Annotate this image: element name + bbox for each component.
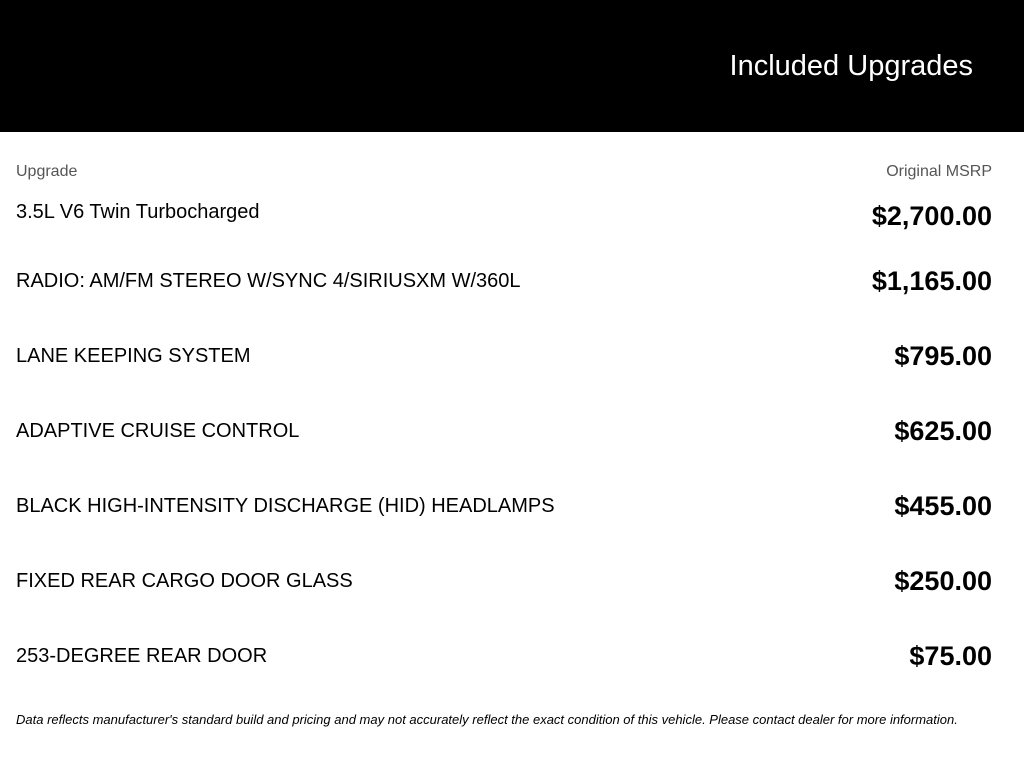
upgrade-price: $455.00 [894,491,992,521]
upgrade-price: $795.00 [894,341,992,371]
upgrade-name: LANE KEEPING SYSTEM [16,345,251,367]
column-header-msrp: Original MSRP [886,163,992,180]
upgrade-row [16,469,992,544]
upgrade-price: $250.00 [894,566,992,596]
upgrade-row [16,394,992,469]
upgrade-row [16,244,992,319]
upgrade-row [16,191,992,244]
upgrade-name: ADAPTIVE CRUISE CONTROL [16,420,300,442]
upgrade-list [16,191,992,694]
upgrade-name: 253-DEGREE REAR DOOR [16,645,268,667]
upgrade-name: BLACK HIGH-INTENSITY DISCHARGE (HID) HEADLAMPS [16,495,555,517]
upgrade-price: $625.00 [894,416,992,446]
upgrade-name: RADIO: AM/FM STEREO W/SYNC 4/SIRIUSXM W/360L [16,270,521,292]
upgrade-price: $1,165.00 [871,266,992,296]
disclaimer-text: Data reflects manufacturer's standard build and pricing and may not accurately reflect the exact condition of this vehicle. Please contact dealer for more information. [16,712,958,727]
upgrade-name: 3.5L V6 Twin Turbocharged [16,201,260,223]
upgrade-row [16,619,992,694]
page-title: Included Upgrades [729,50,973,82]
upgrade-row [16,544,992,619]
column-header-upgrade: Upgrade [16,163,78,180]
upgrades-table [0,153,1024,694]
column-headers [16,153,992,191]
header-banner [0,0,1024,132]
upgrade-price: $75.00 [909,641,992,671]
upgrade-price: $2,700.00 [871,201,992,231]
upgrade-row [16,319,992,394]
upgrade-name: FIXED REAR CARGO DOOR GLASS [16,570,353,592]
